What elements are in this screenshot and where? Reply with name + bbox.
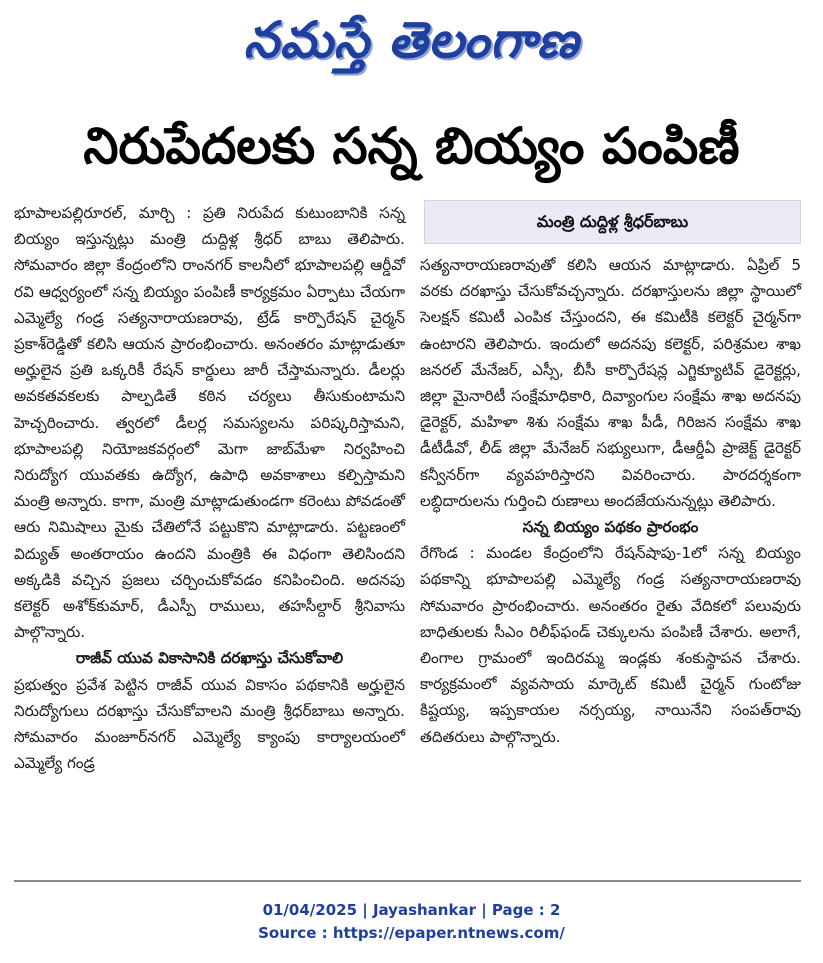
footer-divider (14, 880, 801, 882)
masthead-logo (0, 2, 823, 80)
article-paragraph: రేగొండ : మండల కేంద్రంలోని రేషన్‌షాపు-1లో సన్న బియ్యం పథకాన్ని భూపాలపల్లి ఎమ్మెల్యే గండ్ర సత్యనారాయణరావు సోమవారం ప్రారంభించారు. అనంతరం రైతు వేదికలో పలువురు బాధితులకు సీఎం రిలీఫ్‌ఫండ్ చెక్కులను పంపిణీ చేశారు. అలాగే, లింగాల గ్రామంలో ఇందిరమ్మ ఇండ్లకు శంకుస్థాపన చేశారు. కార్యక్రమంలో వ్యవసాయ మార్కెట్ కమిటీ చైర్మన్ గుంటోజు కిష్టయ్య, ఇప్పకాయల నర్సయ్య, నాయినేని సంపత్‌రావు తదితరులు పాల్గొన్నారు. (420, 544, 801, 746)
article-paragraph: భూపాలపల్లిరూరల్, మార్చి : ప్రతి నిరుపేద కుటుంబానికి సన్న బియ్యం ఇస్తున్నట్లు మంత్రి దుద్దిళ్ల శ్రీధర్ బాబు తెలిపారు. సోమవారం జిల్లా కేంద్రంలోని రాంనగర్ కాలనీలో భూపాలపల్లి ఆర్డీవో రవి ఆధ్వర్యంలో సన్న బియ్యం పంపిణీ కార్యక్రమం ఏర్పాటు చేయగా ఎమ్మెల్యే గండ్ర సత్యనారాయణరావు, ట్రేడ్ కార్పొరేషన్ చైర్మన్ ప్రకాశ్‌రెడ్డితో కలిసి ఆయన ప్రారంభించారు. అనంతరం మాట్లాడుతూ అర్హులైన ప్రతి ఒక్కరికీ రేషన్ కార్డులు జారీ చేస్తామన్నారు. డీలర్లు అవకతవకలకు పాల్పడితే కఠిన చర్యలు తీసుకుంటామని హెచ్చరించారు. త్వరలో డీలర్ల సమస్యలను పరిష్కరిస్తామని, భూపాలపల్లి నియోజకవర్గంలో మెగా జాబ్‌మేళా నిర్వహించి నిరుద్యోగ యువతకు ఉద్యోగ, ఉపాధి అవకాశాలు కల్పిస్తామని మంత్రి అన్నారు. కాగా, మంత్రి మాట్లాడుతుండగా కరెంటు పోవడంతో ఆరు నిమిషాలు మైకు చేతిలోనే పట్టుకొని మాట్లాడారు. పట్టణంలో విద్యుత్ అంతరాయం ఉందని మంత్రికి ఈ విధంగా తెలిసిందని అక్కడికి వచ్చిన ప్రజలు చర్చించుకోవడం కనిపించింది. అదనపు కలెక్టర్ అశోక్‌కుమార్, డీఎస్పీ రాములు, తహసీల్దార్ శ్రీనివాసు పాల్గొన్నారు. (14, 204, 405, 642)
article-column-right (420, 252, 801, 750)
photo-caption: మంత్రి దుద్దిళ్ల శ్రీధర్‌బాబు (424, 200, 801, 244)
article-headline: నిరుపేదలకు సన్న బియ్యం పంపిణీ (83, 117, 740, 175)
article-paragraph: సత్యనారాయణరావుతో కలిసి ఆయన మాట్లాడారు. ఏప్రిల్ 5 వరకు దరఖాస్తు చేసుకోవచ్చన్నారు. దరఖాస్తులను జిల్లా స్థాయిలో సెలక్షన్ కమిటీ ఎంపిక చేస్తుందని, ఈ కమిటీకి కలెక్టర్ చైర్మన్‌గా ఉంటారని తెలిపారు. ఇందులో అదనపు కలెక్టర్, పరిశ్రమల శాఖ జనరల్ మేనేజర్, ఎస్సీ, బీసీ కార్పొరేషన్ల ఎగ్జిక్యూటివ్ డైరెక్టర్లు, జిల్లా మైనారిటీ సంక్షేమాధికారి, దివ్యాంగుల సంక్షేమ శాఖ అదనపు డైరెక్టర్, మహిళా శిశు సంక్షేమ శాఖ పీడీ, గిరిజన సంక్షేమ శాఖ డీటీడీవో, లీడ్ జిల్లా మేనేజర్ సభ్యులుగా, డీఆర్డీఏ ప్రాజెక్ట్ డైరెక్టర్ కన్వీనర్‌గా వ్యవహరిస్తారని వివరించారు. పారదర్శకంగా లబ్ధిదారులను గుర్తించి రుణాలు అందజేయనున్నట్లు తెలిపారు. (420, 256, 801, 510)
footer-edition-info: 01/04/2025 | Jayashankar | Page : 2 (262, 901, 561, 919)
article-paragraph: ప్రభుత్వం ప్రవేశ పెట్టిన రాజీవ్ యువ వికాసం పథకానికి అర్హులైన నిరుద్యోగులు దరఖాస్తు చేసుకోవాలని మంత్రి శ్రీధర్‌బాబు అన్నారు. సోమవారం మంజూర్‌నగర్ ఎమ్మెల్యే క్యాంపు కార్యాలయంలో ఎమ్మెల్యే గండ్ర (14, 675, 405, 773)
article-column-left (14, 200, 405, 776)
footer-source-link[interactable]: Source : https://epaper.ntnews.com/ (258, 924, 565, 942)
article-subheading: సన్న బియ్యం పథకం ప్రారంభం (522, 518, 699, 537)
article-subheading: రాజీవ్ యువ వికాసానికి దరఖాస్తు చేసుకోవాలి (75, 649, 344, 668)
masthead-title: నమస్తే తెలంగాణ (243, 10, 580, 69)
